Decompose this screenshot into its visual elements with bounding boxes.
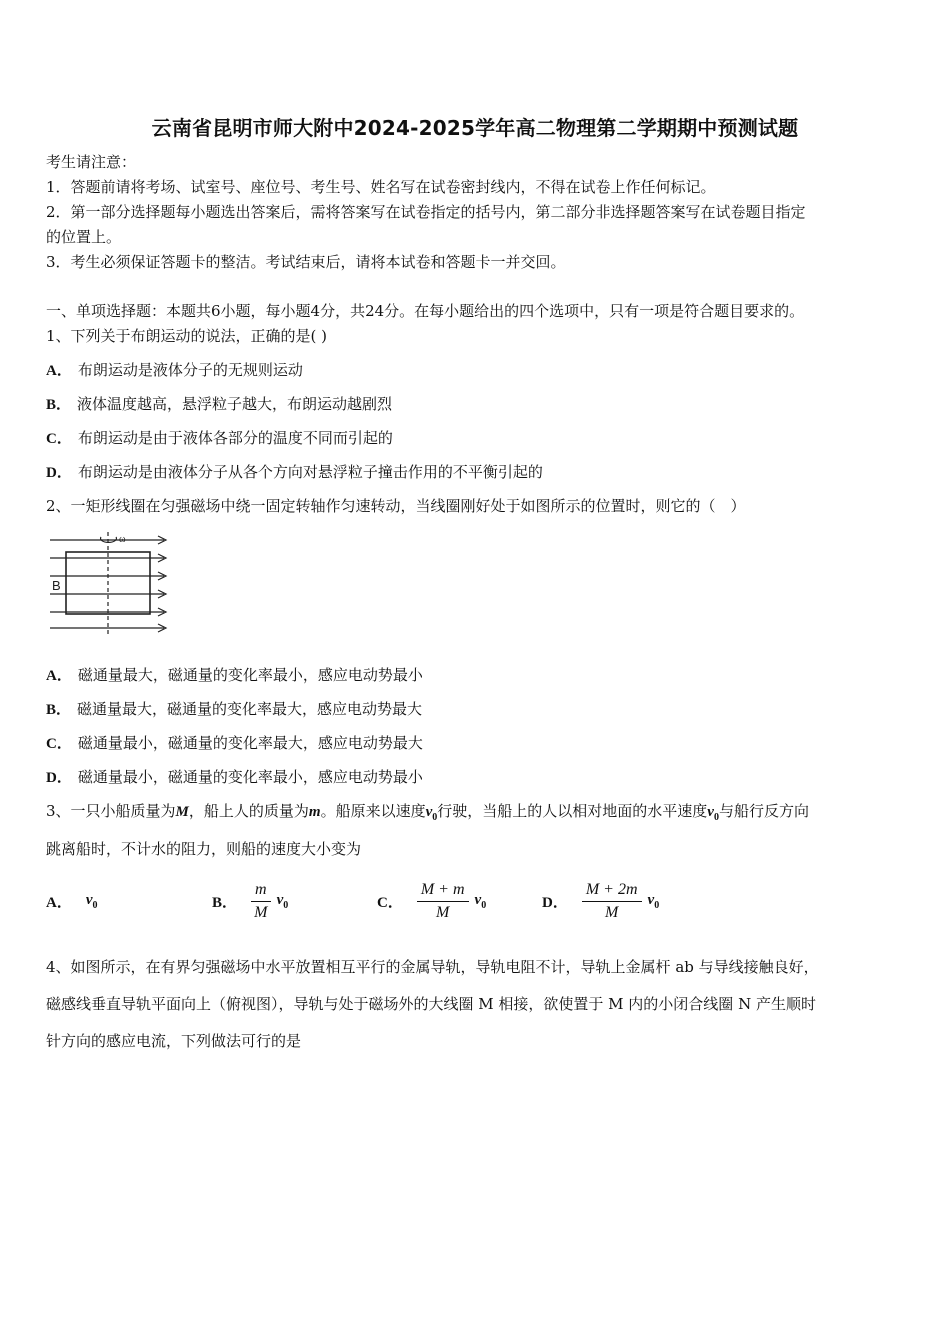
subscript: 0 (283, 899, 289, 911)
var-v: v (85, 891, 93, 908)
q1-option-b (46, 394, 392, 415)
var-v: v (647, 891, 655, 908)
option-text: 布朗运动是由于液体各部分的温度不同而引起的 (77, 429, 393, 447)
fraction (417, 879, 469, 924)
section-heading: 一、单项选择题：本题共6小题，每小题4分，共24分。在每小题给出的四个选项中，只有一项是符合题目要求的。 (46, 302, 805, 320)
q2-option-c (46, 733, 423, 754)
q1-option-c (46, 428, 393, 449)
denominator: M (605, 903, 619, 921)
notice-heading: 考生请注意： (46, 153, 137, 171)
option-text: 磁通量最小，磁通量的变化率最大，感应电动势最大 (77, 734, 423, 752)
option-text: 布朗运动是液体分子的无规则运动 (77, 361, 303, 379)
option-letter: B． (46, 397, 72, 413)
subscript: 0 (432, 812, 438, 823)
var-v0 (277, 892, 289, 911)
var-v: v (474, 891, 482, 908)
q3-option-d (542, 876, 659, 926)
option-letter: A． (46, 668, 72, 684)
omega-label: ω (119, 534, 126, 545)
q3-text: 3、一只小船质量为 (46, 802, 176, 820)
option-letter: D． (46, 465, 72, 481)
q2-figure (46, 530, 176, 638)
option-letter: C． (46, 431, 72, 447)
coil-in-field-diagram (46, 530, 176, 634)
var-M: M (175, 804, 189, 820)
var-m: m (308, 804, 321, 820)
var-v0 (86, 892, 98, 911)
option-letter: B． (212, 894, 238, 911)
var-v: v (425, 804, 433, 820)
notice-item-2: 2．第一部分选择题每小题选出答案后，需将答案写在试卷指定的括号内，第二部分非选择题答案写在试卷题目指定 (46, 203, 806, 221)
q4-stem-line3: 针方向的感应电流，下列做法可行的是 (46, 1032, 302, 1050)
subscript: 0 (481, 899, 487, 911)
var-v0 (648, 892, 660, 911)
option-text: 布朗运动是由液体分子从各个方向对悬浮粒子撞击作用的不平衡引起的 (77, 463, 543, 481)
q3-option-c (377, 876, 486, 926)
numerator: M + m (417, 879, 469, 902)
option-letter: C． (377, 894, 403, 911)
q3-stem-line1 (46, 801, 809, 828)
option-letter: A． (46, 363, 72, 379)
option-letter: C． (46, 736, 72, 752)
denominator: M (254, 903, 268, 921)
q3-stem-line2: 跳离船时，不计水的阻力，则船的速度大小变为 (46, 840, 362, 858)
q2-stem: 2、一矩形线圈在匀强磁场中绕一固定转轴作匀速转动，当线圈刚好处于如图所示的位置时，则它的（ ） (46, 497, 746, 515)
q3-option-b (212, 876, 288, 926)
subscript: 0 (654, 899, 660, 911)
var-v0 (425, 804, 438, 823)
q2-option-a (46, 665, 423, 686)
q1-option-d (46, 462, 543, 483)
denominator: M (436, 903, 450, 921)
fraction (251, 879, 271, 924)
q3-text: 与船行反方向 (718, 802, 809, 820)
option-text: 磁通量最大，磁通量的变化率最大，感应电动势最大 (77, 700, 423, 718)
q3-option-a (46, 876, 98, 926)
notice-item-3: 3．考生必须保证答题卡的整洁。考试结束后，请将本试卷和答题卡一并交回。 (46, 253, 566, 271)
subscript: 0 (713, 812, 719, 823)
page-title: 云南省昆明市师大附中2024-2025学年高二物理第二学期期中预测试题 (151, 116, 799, 140)
var-v0 (475, 892, 487, 911)
option-letter: D． (46, 770, 72, 786)
var-v: v (276, 891, 284, 908)
subscript: 0 (92, 899, 98, 911)
q3-text: ，船上人的质量为 (188, 802, 309, 820)
q3-text: 行驶，当船上的人以相对地面的水平速度 (437, 802, 708, 820)
var-v0 (707, 804, 719, 823)
numerator: m (251, 879, 271, 902)
option-text: 液体温度越高，悬浮粒子越大，布朗运动越剧烈 (77, 395, 393, 413)
option-text: 磁通量最小，磁通量的变化率最小，感应电动势最小 (77, 768, 423, 786)
field-label: B (52, 578, 61, 593)
q3-text: 。船原来以速度 (320, 802, 426, 820)
q4-stem-line1: 4、如图所示，在有界匀强磁场中水平放置相互平行的金属导轨，导轨电阻不计，导轨上金属杆 ab 与导线接触良好， (46, 958, 819, 976)
option-letter: A． (46, 894, 72, 911)
fraction (582, 879, 642, 924)
option-letter: B． (46, 702, 72, 718)
notice-item-1: 1．答题前请将考场、试室号、座位号、考生号、姓名写在试卷密封线内，不得在试卷上作任何标记。 (46, 178, 716, 196)
q2-option-d (46, 767, 423, 788)
q2-option-b (46, 699, 422, 720)
q4-stem-line2: 磁感线垂直导轨平面向上（俯视图），导轨与处于磁场外的大线圈 M 相接，欲使置于 M 内的小闭合线圈 N 产生顺时 (46, 995, 816, 1013)
option-letter: D． (542, 894, 568, 911)
numerator: M + 2m (582, 879, 642, 902)
notice-item-2-cont: 的位置上。 (46, 228, 122, 246)
var-v: v (707, 804, 714, 820)
option-text: 磁通量最大，磁通量的变化率最小，感应电动势最小 (77, 666, 423, 684)
q1-option-a (46, 360, 303, 381)
q1-stem: 1、下列关于布朗运动的说法，正确的是( ) (46, 327, 328, 345)
